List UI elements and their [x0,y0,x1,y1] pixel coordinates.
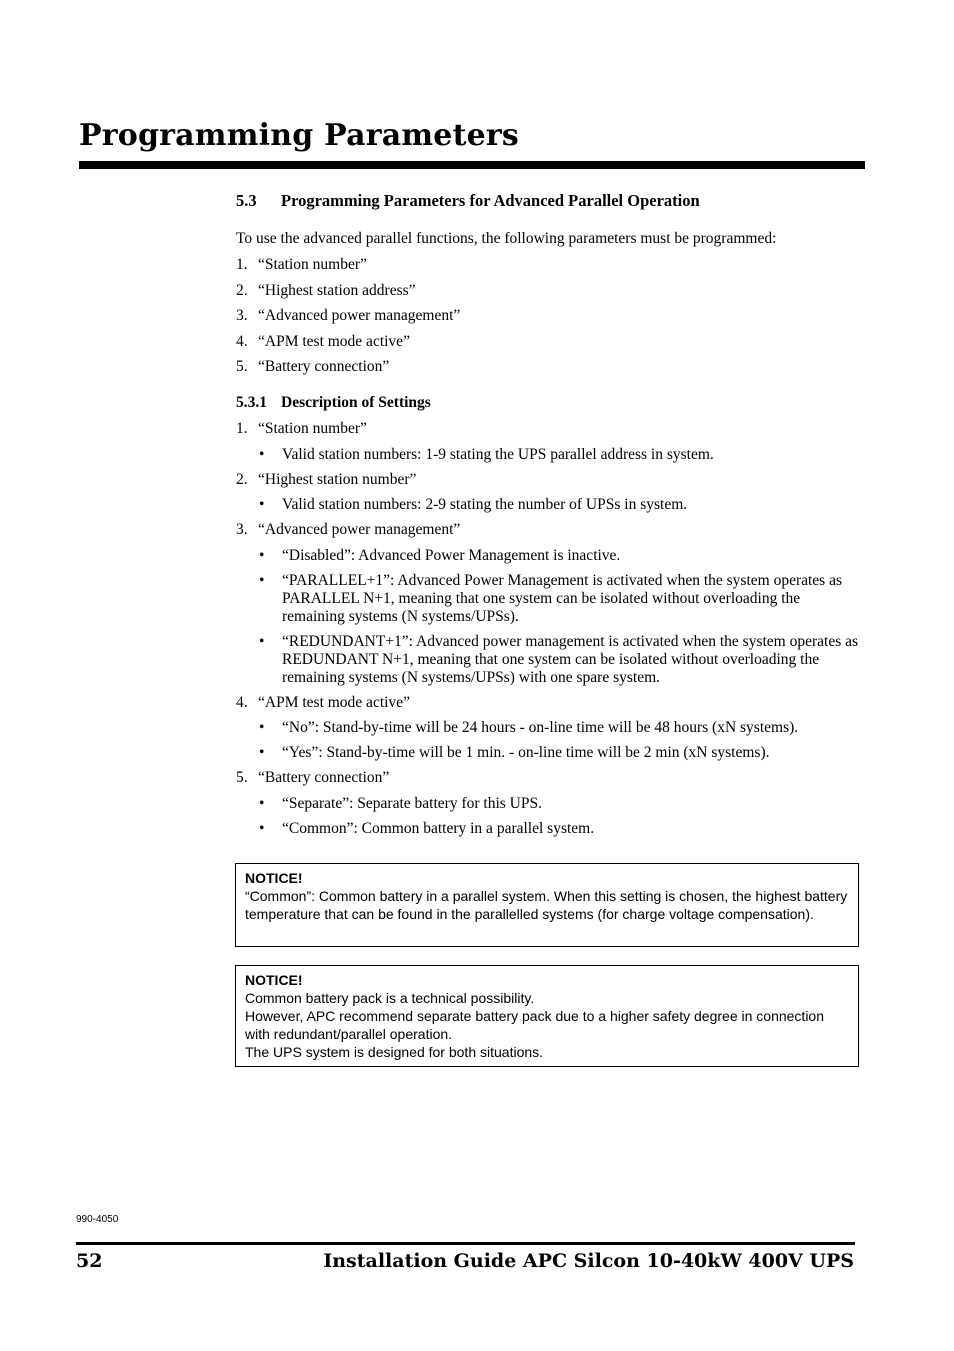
bullet-text: “PARALLEL+1”: Advanced Power Management is activated when the system operates as PARALLEL N+1, meaning that one system can be isolated without overloading the remaining systems (N systems/UPSs). [282,571,842,625]
parameter-list [236,256,861,376]
subsection-heading [236,394,861,412]
list-text: “Battery connection” [258,358,390,375]
page-title: Programming Parameters [79,118,520,153]
bullet-text: “No”: Stand-by-time will be 24 hours - on-line time will be 48 hours (xN systems). [282,719,799,736]
list-text: “APM test mode active” [258,332,410,350]
notice-text: Common battery pack is a technical possibility. [245,990,535,1006]
list-number: 2. [236,281,248,299]
list-number: 1. [236,420,248,437]
list-number: 3. [236,521,248,538]
setting-item [236,769,861,787]
bullet-text: “Yes”: Stand-by-time will be 1 min. - on-line time will be 2 min (xN systems). [282,744,770,761]
notice-box-common-battery [235,863,859,947]
subsection-number: 5.3.1 [236,394,267,411]
setting-name: “Advanced power management” [258,521,461,538]
list-number: 2. [236,470,248,488]
list-number: 5. [236,358,248,375]
bullet-text: Valid station numbers: 1-9 stating the UPS parallel address in system. [282,445,714,463]
list-text: “Highest station address” [258,281,416,299]
section-number: 5.3 [236,191,257,210]
list-item [236,333,861,351]
list-text: “Station number” [258,256,367,273]
bullet-text: “REDUNDANT+1”: Advanced power management is activated when the system operates as REDUNDANT N+1, meaning that one system can be isolated without overloading the remaining systems (N systems/UPSs) with one spare system. [282,632,859,686]
setting-item [236,420,861,438]
bullet-text: “Separate”: Separate battery for this UPS. [282,794,542,812]
bullet-icon: • [259,719,265,736]
page-number: 52 [76,1250,103,1272]
main-content [236,192,861,845]
title-rule [79,161,865,169]
bullet-text: “Common”: Common battery in a parallel system. [282,819,595,837]
footer-rule [76,1242,855,1245]
bullet-item [258,446,861,464]
list-number: 4. [236,332,248,350]
bullet-icon: • [259,744,265,761]
bullet-item [258,547,861,565]
subsection-title: Description of Settings [281,394,431,411]
notice-text: However, APC recommend separate battery pack due to a higher safety degree in connection with redundant/parallel operation. [245,1008,825,1042]
bullet-icon: • [259,445,265,463]
setting-name: “Highest station number” [258,470,417,488]
setting-name: “Battery connection” [258,769,390,786]
notice-box-battery-pack [235,965,859,1067]
setting-name: “Station number” [258,420,367,437]
bullet-item [258,795,861,813]
bullet-icon: • [259,496,265,513]
settings-list [236,420,861,838]
list-number: 5. [236,769,248,786]
bullet-text: Valid station numbers: 2-9 stating the number of UPSs in system. [282,496,688,513]
bullet-item [258,820,861,838]
list-item [236,358,861,376]
notice-text: “Common”: Common battery in a parallel system. When this setting is chosen, the highest battery temperature that can be found in the parallelled systems (for charge voltage compensation). [245,888,848,922]
list-number: 3. [236,307,248,324]
list-number: 4. [236,693,248,711]
setting-item [236,521,861,539]
bullet-item [258,633,861,687]
bullet-icon: • [259,546,265,564]
bullet-text: “Disabled”: Advanced Power Management is inactive. [282,546,621,564]
bullet-item [258,496,861,514]
bullet-icon: • [259,571,265,589]
list-item [236,307,861,325]
bullet-item [258,744,861,762]
list-number: 1. [236,256,248,273]
bullet-icon: • [259,794,265,812]
intro-paragraph: To use the advanced parallel functions, the following parameters must be programmed: [236,230,777,247]
list-item [236,282,861,300]
list-item [236,256,861,274]
list-text: “Advanced power management” [258,307,461,324]
bullet-icon: • [259,632,265,650]
document-number: 990-4050 [76,1214,119,1225]
setting-item [236,471,861,489]
notice-text: The UPS system is designed for both situations. [245,1044,544,1060]
bullet-item [258,572,861,626]
setting-item [236,694,861,712]
bullet-item [258,719,861,737]
setting-name: “APM test mode active” [258,693,410,711]
footer-title: Installation Guide APC Silcon 10-40kW 400V UPS [323,1250,854,1272]
bullet-icon: • [259,819,265,837]
notice-title: NOTICE! [245,870,303,886]
section-heading [236,192,861,210]
section-title: Programming Parameters for Advanced Parallel Operation [281,191,700,210]
notice-title: NOTICE! [245,972,303,988]
